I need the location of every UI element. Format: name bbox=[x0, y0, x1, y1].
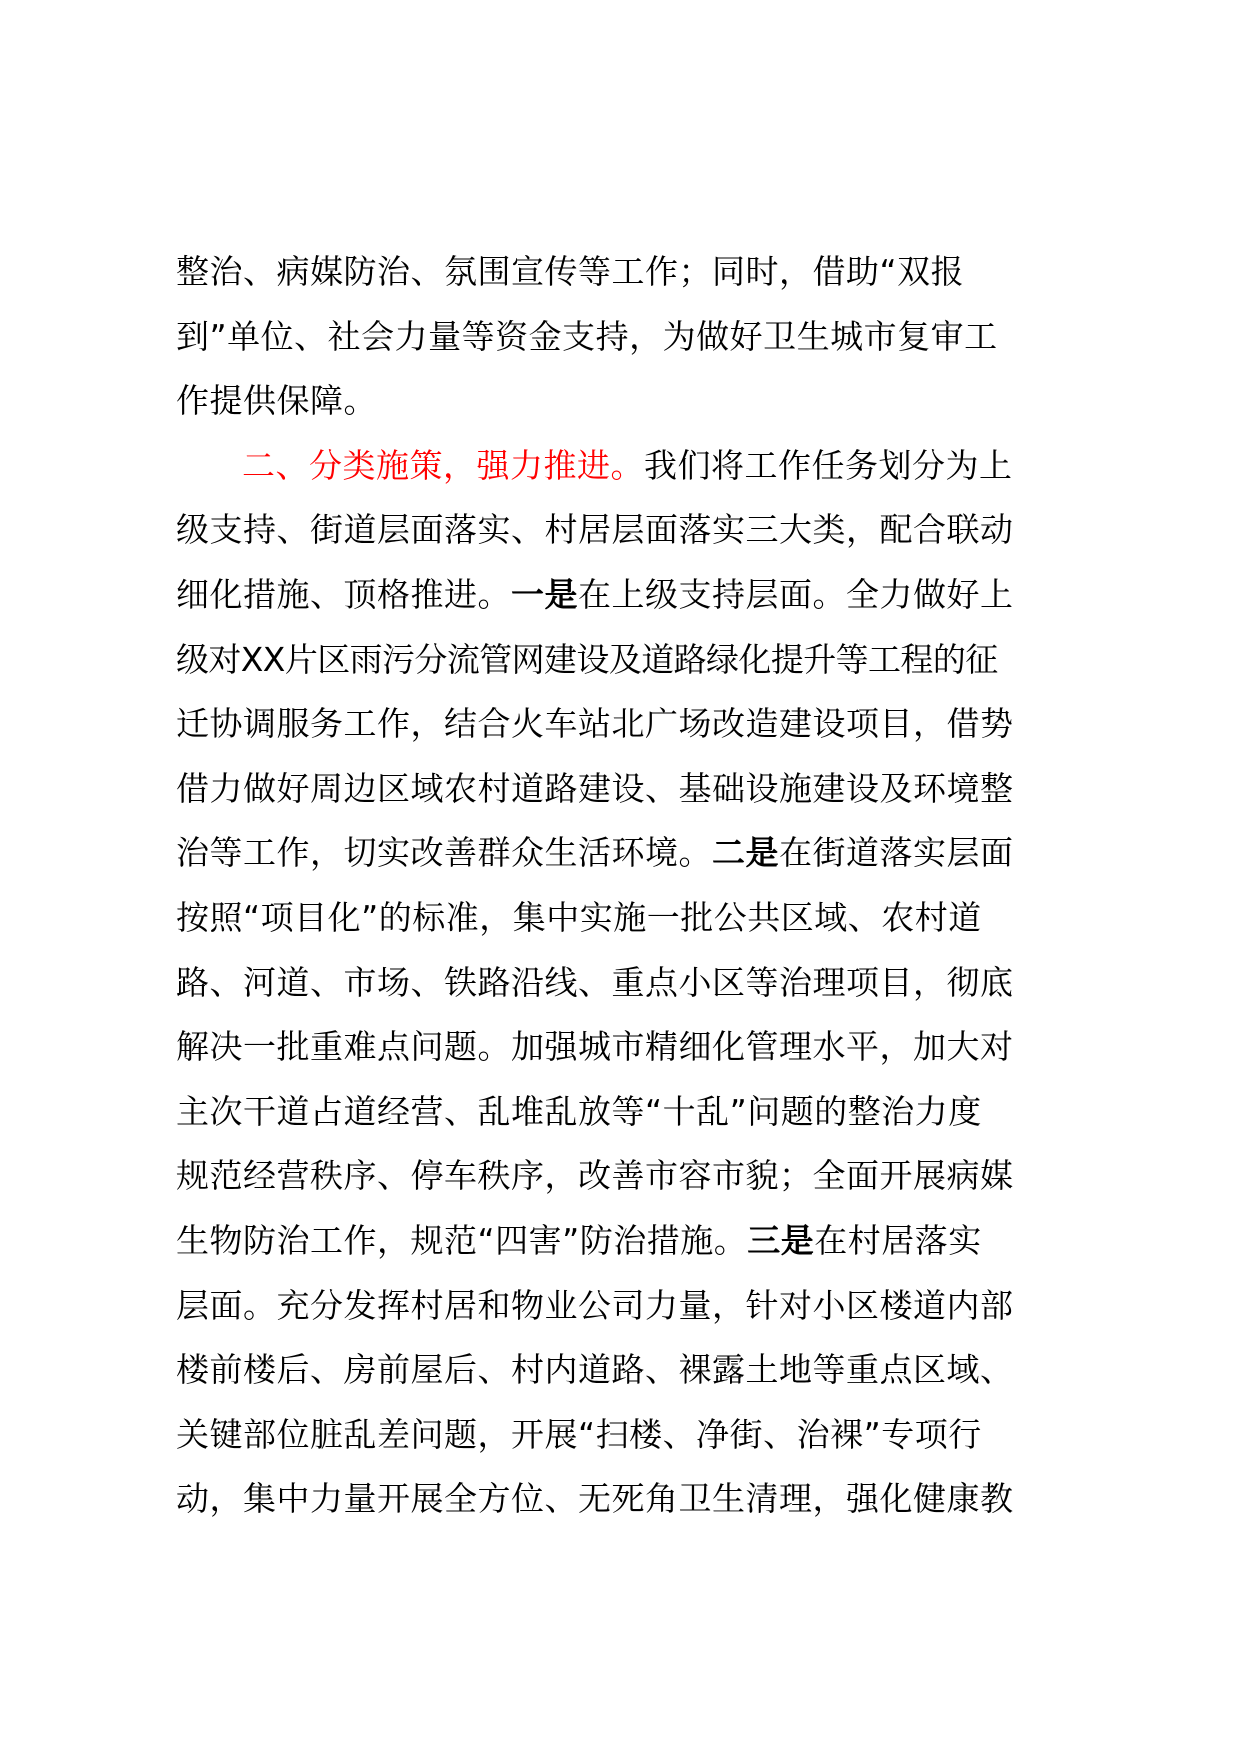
text-line: 楼前楼后、房前屋后、村内道路、裸露土地等重点区域、 bbox=[176, 1350, 1014, 1390]
text-segment: 在上级支持层面。全力做好上 bbox=[578, 574, 1014, 614]
text-line: 作提供保障。 bbox=[176, 381, 377, 421]
text-line bbox=[176, 563, 1096, 628]
text-line: 动，集中力量开展全方位、无死角卫生清理，强化健康教 bbox=[176, 1479, 1014, 1519]
body-text bbox=[176, 240, 1096, 1532]
text-segment: 治等工作，切实改善群众生活环境。 bbox=[176, 833, 712, 873]
text-line: 级对XX片区雨污分流管网建设及道路绿化提升等工程的征 bbox=[176, 639, 998, 679]
text-segment: 在街道落实层面 bbox=[779, 833, 1014, 873]
text-line: 主次干道占道经营、乱堆乱放等“十乱”问题的整治力度 bbox=[176, 1091, 982, 1131]
text-segment: 我们将工作任务划分为上 bbox=[644, 445, 1013, 485]
text-segment: 生物防治工作，规范“四害”防治措施。 bbox=[176, 1220, 748, 1260]
text-line: 迁协调服务工作，结合火车站北广场改造建设项目，借势 bbox=[176, 704, 1014, 744]
text-line: 整治、病媒防治、氛围宣传等工作；同时，借助“双报 bbox=[176, 252, 965, 291]
point-marker: 一是 bbox=[511, 574, 578, 614]
text-line bbox=[176, 821, 1096, 886]
point-marker: 三是 bbox=[747, 1220, 815, 1260]
text-line: 解决一批重难点问题。加强城市精细化管理水平，加大对 bbox=[176, 1027, 1014, 1067]
text-line: 规范经营秩序、停车秩序，改善市容市貌；全面开展病媒 bbox=[176, 1156, 1014, 1196]
text-line bbox=[176, 1209, 1096, 1274]
text-line: 到”单位、社会力量等资金支持，为做好卫生城市复审工 bbox=[176, 316, 998, 356]
text-segment: 细化措施、顶格推进。 bbox=[176, 574, 511, 614]
text-line: 借力做好周边区域农村道路建设、基础设施建设及环境整 bbox=[176, 768, 1014, 808]
section-heading: 二、分类施策，强力推进。 bbox=[242, 445, 644, 485]
text-segment: 在村居落实 bbox=[814, 1220, 982, 1260]
point-marker: 二是 bbox=[712, 833, 779, 873]
text-line: 按照“项目化”的标准，集中实施一批公共区域、农村道 bbox=[176, 897, 982, 937]
text-line: 路、河道、市场、铁路沿线、重点小区等治理项目，彻底 bbox=[176, 962, 1014, 1002]
text-line: 级支持、街道层面落实、村居层面落实三大类，配合联动 bbox=[176, 510, 1014, 550]
text-line: 关键部位脏乱差问题，开展“扫楼、净街、治裸”专项行 bbox=[176, 1414, 982, 1454]
text-line: 层面。充分发挥村居和物业公司力量，针对小区楼道内部 bbox=[176, 1285, 1014, 1325]
text-line bbox=[176, 434, 1096, 499]
